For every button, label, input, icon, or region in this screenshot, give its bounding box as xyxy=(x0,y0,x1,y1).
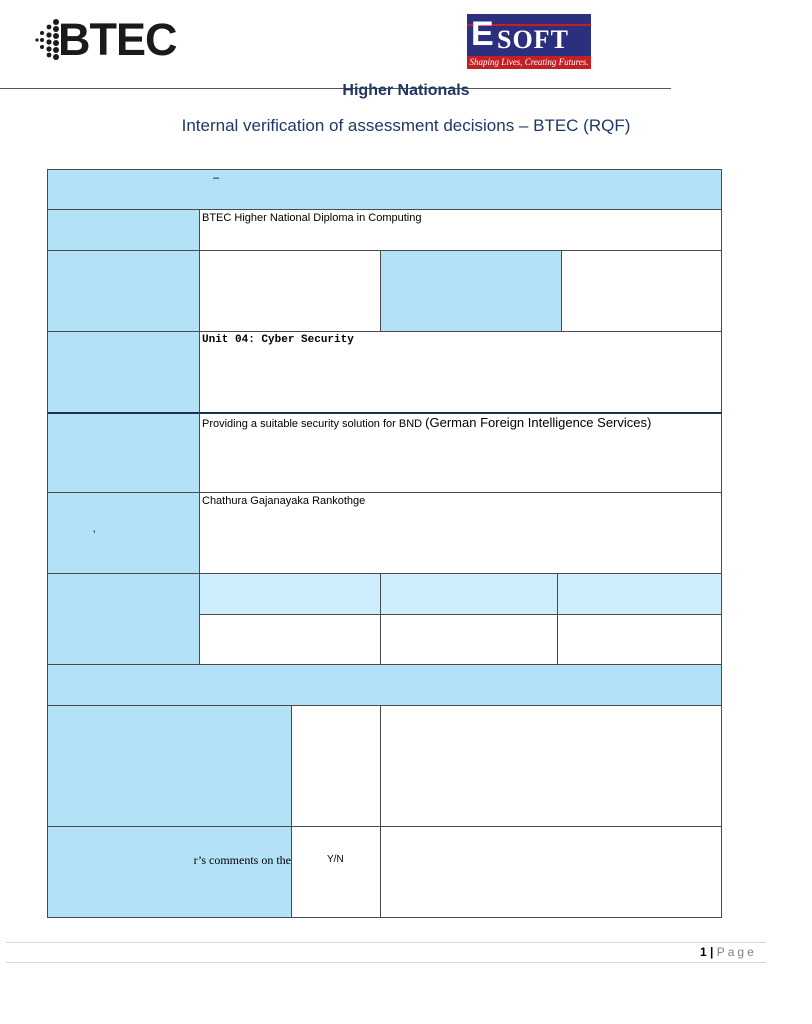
assignment-value-cell[interactable] xyxy=(199,412,722,493)
unit-value: Unit 04: Cyber Security xyxy=(202,334,354,346)
esoft-tagline: Shaping Lives, Creating Futures. xyxy=(467,56,591,69)
grades-header-cell-2 xyxy=(380,573,558,615)
programme-label-cell xyxy=(47,209,200,251)
esoft-logo-soft: SOFT xyxy=(497,25,569,54)
assessor-value: Chathura Gajanayaka Rankothge xyxy=(202,495,366,507)
assignment-title-suffix: (German Foreign Intelligence Services) xyxy=(425,415,652,430)
question1-comment-cell[interactable] xyxy=(380,705,722,827)
page-subtitle: Internal verification of assessment decisions – BTEC (RQF) xyxy=(181,116,631,135)
esoft-logo-e: E xyxy=(471,15,494,53)
assignment-title: Providing a suitable security solution for BND xyxy=(202,418,423,430)
programme-value-cell[interactable] xyxy=(199,209,722,251)
question2-yn-cell[interactable] xyxy=(291,826,381,918)
question1-label-cell xyxy=(47,705,292,827)
footer-divider-top xyxy=(6,942,766,943)
header-dash: – xyxy=(213,172,220,184)
row3-label-cell xyxy=(47,250,200,332)
page-label: Page xyxy=(716,945,757,959)
section-header-row xyxy=(47,664,722,706)
row3-value-cell[interactable] xyxy=(199,250,381,332)
page-number-separator: | xyxy=(710,945,714,959)
assessor-label-mark: ’ xyxy=(93,529,96,541)
grades-label-cell xyxy=(47,573,200,665)
row3-value2-cell[interactable] xyxy=(561,250,722,332)
grades-value-cell-2[interactable] xyxy=(380,614,558,665)
assessor-label-cell xyxy=(47,492,200,574)
grades-value-cell-3[interactable] xyxy=(557,614,722,665)
assignment-label-cell xyxy=(47,412,200,493)
assignment-value xyxy=(202,415,651,430)
btec-logo xyxy=(34,14,177,65)
unit-value-cell[interactable] xyxy=(199,331,722,413)
page-number xyxy=(700,945,757,959)
question2-comment-cell[interactable] xyxy=(380,826,722,918)
page-title: Higher Nationals xyxy=(342,82,470,99)
unit-label-cell xyxy=(47,331,200,413)
assessor-value-cell[interactable] xyxy=(199,492,722,574)
grades-value-cell-1[interactable] xyxy=(199,614,381,665)
page-number-value: 1 xyxy=(700,945,707,959)
footer-divider-bottom xyxy=(6,962,766,963)
programme-value: BTEC Higher National Diploma in Computing xyxy=(202,212,422,224)
form-header-row xyxy=(47,169,722,210)
question1-yn-cell[interactable] xyxy=(291,705,381,827)
comments-label: r’s comments on the xyxy=(193,853,291,867)
yn-label: Y/N xyxy=(327,854,344,865)
esoft-logo xyxy=(467,14,591,69)
btec-logo-text: BTEC xyxy=(58,14,177,65)
grades-header-cell-3 xyxy=(557,573,722,615)
row3-label2-cell xyxy=(380,250,562,332)
question2-label-cell xyxy=(47,826,292,918)
grades-header-cell-1 xyxy=(199,573,381,615)
